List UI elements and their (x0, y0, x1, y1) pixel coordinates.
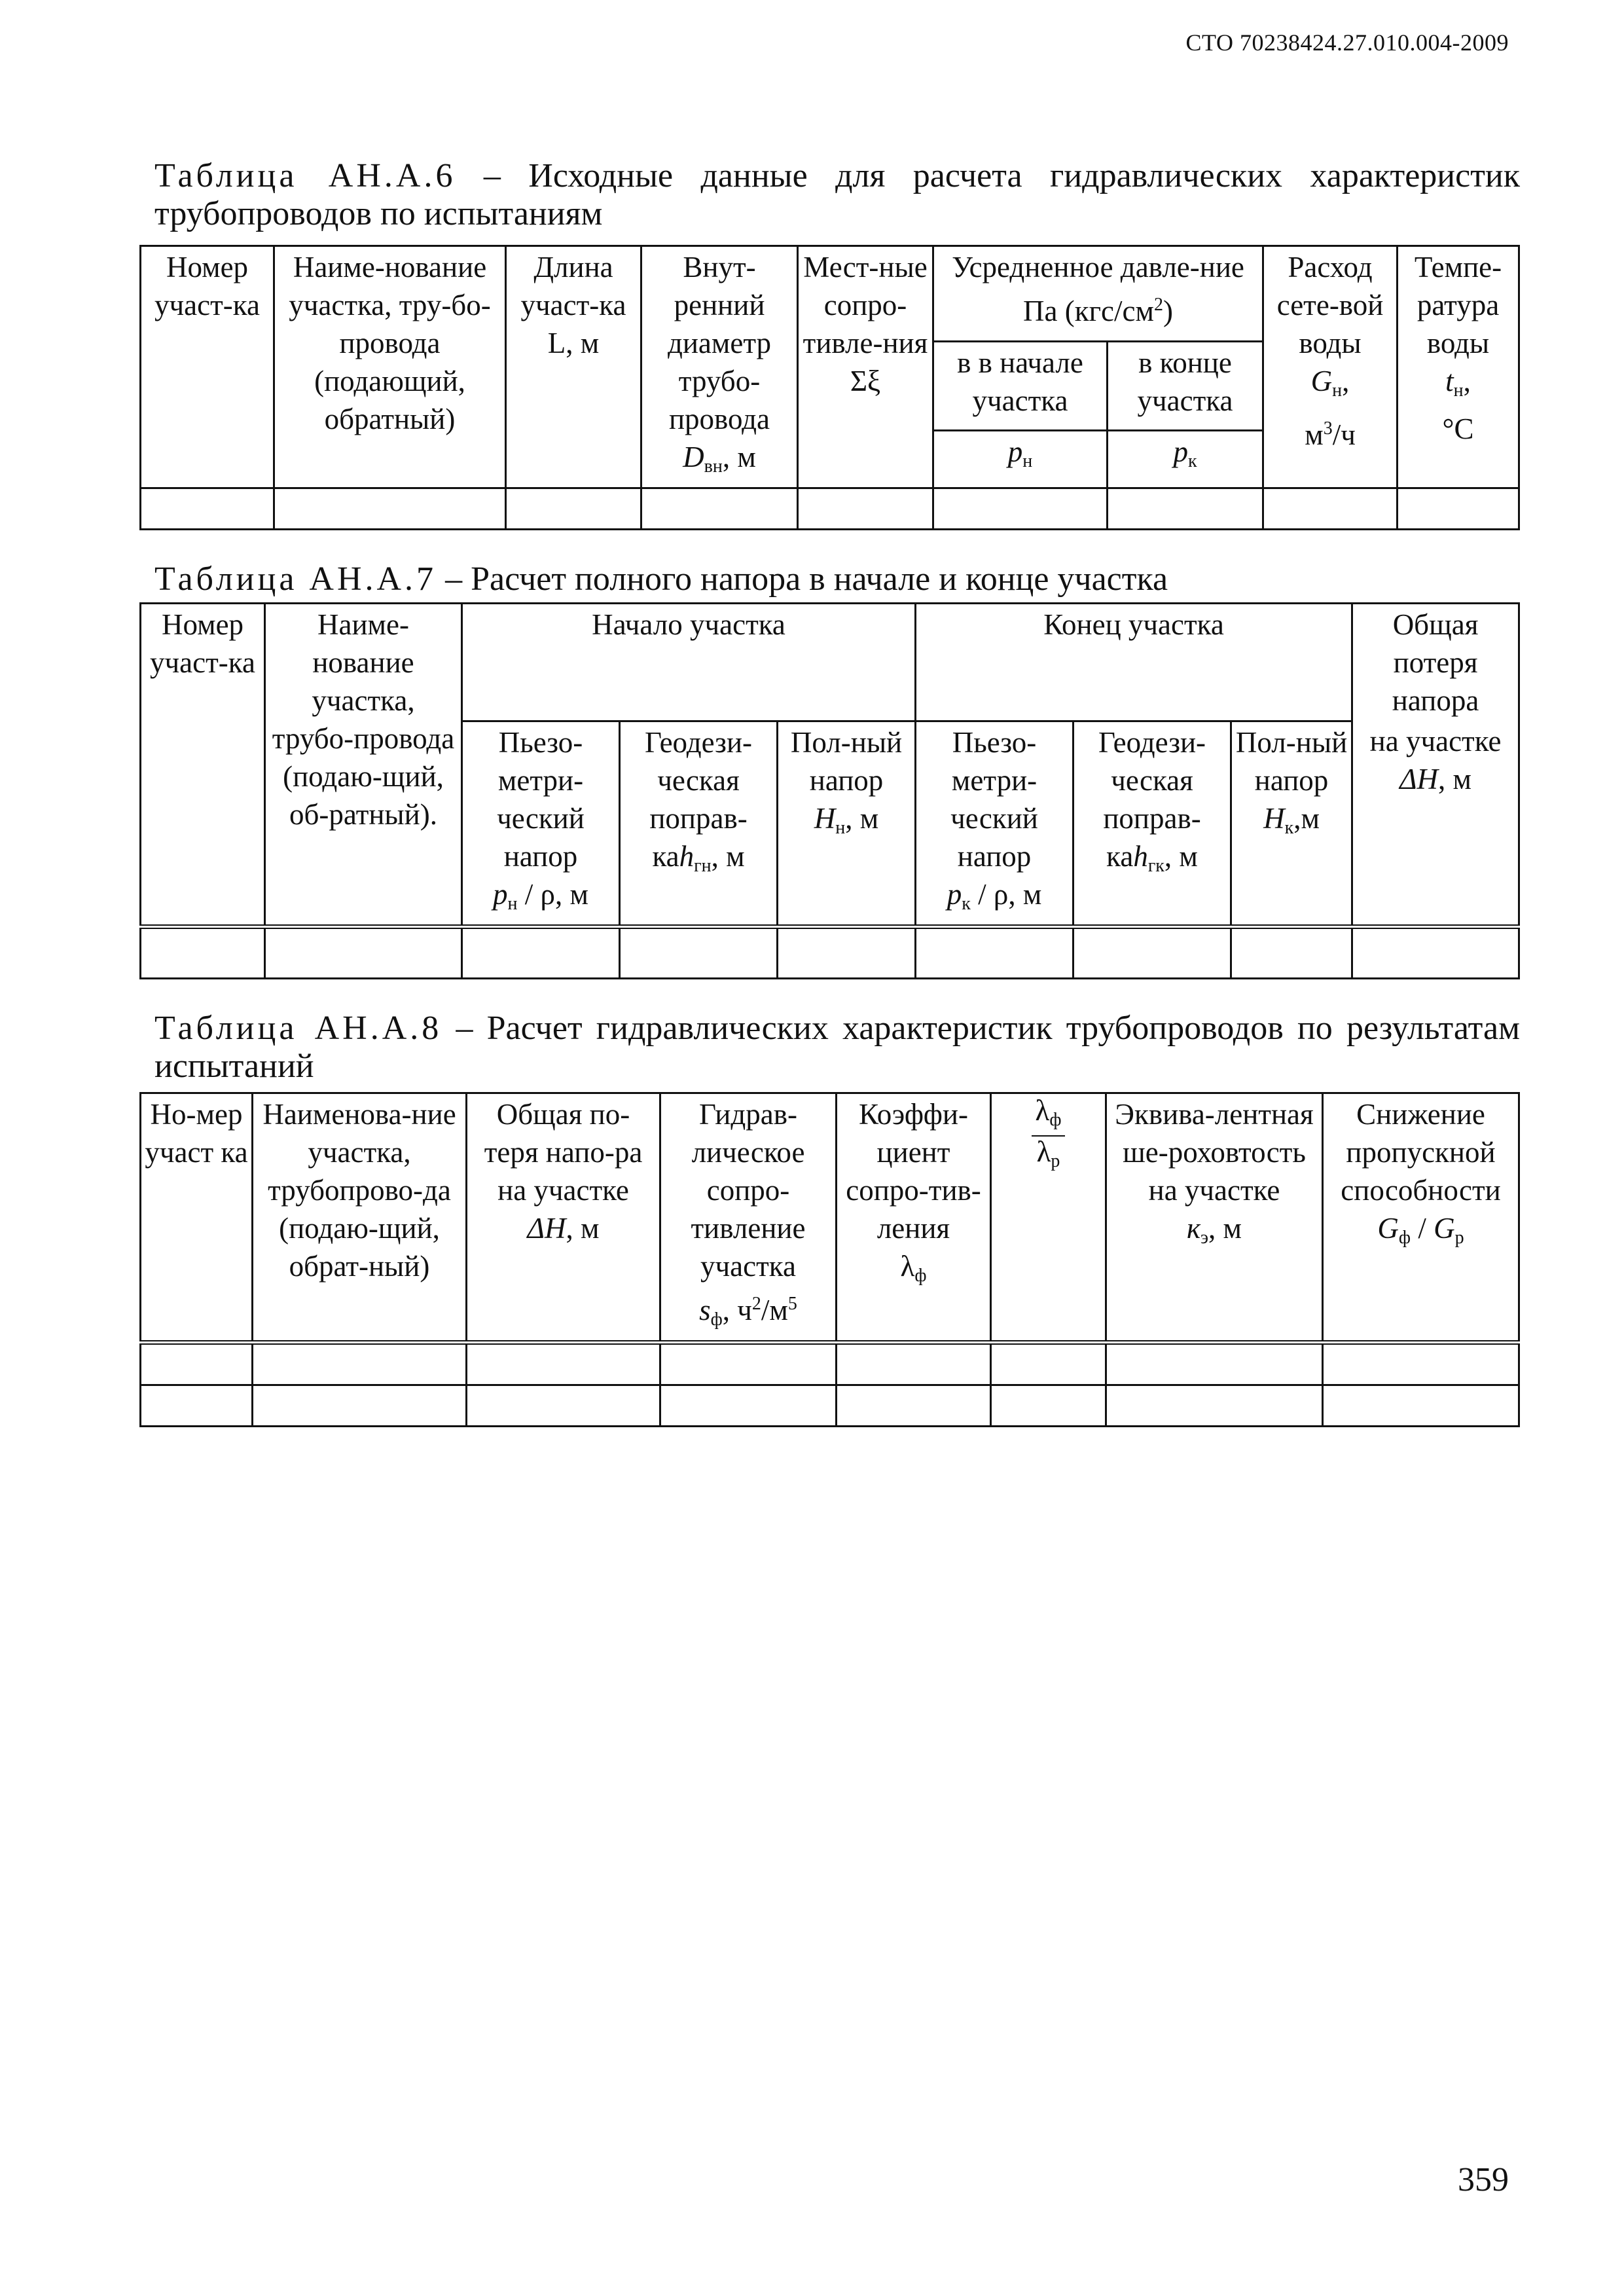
t8-resist-unit2: /м (761, 1294, 788, 1326)
t8-header-roughness (1106, 1093, 1323, 1343)
t8-ratio-numerator (1032, 1095, 1066, 1137)
t6-header-name: Наиме-нование участка, тру-бо-провода (подающий, обратный) (274, 246, 506, 488)
t7-cell (620, 926, 778, 978)
t6-cell (933, 488, 1108, 530)
t8-resist-sup2: 5 (787, 1294, 797, 1314)
t6-cell (641, 488, 798, 530)
t7-piezo-start-sub: н (507, 893, 518, 914)
t8-cap-sub1: ф (1398, 1228, 1411, 1248)
t6-flow-unit-end: /ч (1332, 418, 1356, 451)
t6-cell (274, 488, 506, 530)
t7-piezo-start-div: / ρ, м (524, 877, 588, 911)
t6-flow-unit-sup: 3 (1323, 418, 1333, 439)
t8-cell (837, 1343, 991, 1385)
t8-cap-sub2: р (1454, 1228, 1464, 1248)
t7-full-end-unit: ,м (1293, 801, 1320, 835)
t8-ratio-fraction (1032, 1095, 1066, 1176)
t7-geo-end-unit: , м (1164, 839, 1198, 873)
t6-cell (506, 488, 641, 530)
t7-full-end-text: Пол-ный напор (1235, 725, 1348, 797)
table6-caption (154, 157, 1520, 233)
t6-temp-sub: н (1453, 380, 1464, 401)
t7-cell (916, 926, 1074, 978)
t7-header-num: Номер участ-ка (141, 604, 265, 927)
table7-title: – Расчет полного напора в начале и конце участка (445, 560, 1168, 598)
table8-label: Таблица АН.А.8 (154, 1010, 442, 1047)
t6-cell (141, 488, 274, 530)
t7-loss-symbol: ΔH (1399, 763, 1439, 795)
t7-geo-end-sub: гк (1147, 855, 1164, 876)
t8-header-coefficient (837, 1093, 991, 1343)
t6-header-local-resist (798, 246, 933, 488)
t6-pn-sub: н (1022, 450, 1033, 471)
t8-ratio-num-symbol: λ (1035, 1094, 1050, 1127)
table7 (139, 602, 1520, 979)
t8-resist-text: Гидрав-лическое сопро-тивление участка (691, 1098, 806, 1283)
t7-piezo-start-symbol: p (493, 877, 508, 911)
t6-length-text: Длина участ-ка L, м (520, 251, 626, 359)
t8-loss-symbol: ΔH (527, 1212, 566, 1245)
t8-cell (467, 1385, 660, 1427)
t7-geo-start-symbol: h (679, 839, 695, 873)
table8-title: – Расчет гидравлических характеристик трубопроводов по результатам испытаний (154, 1010, 1520, 1085)
t7-piezo-end-text: Пьезо-метри-ческий напор (950, 725, 1038, 873)
t7-header-piezo-end (916, 721, 1074, 926)
t8-cap-symbol1: G (1377, 1212, 1399, 1245)
t8-rough-unit: , м (1208, 1212, 1242, 1245)
t7-geo-start-sub: гн (694, 855, 712, 876)
t8-header-capacity (1323, 1093, 1519, 1343)
t7-cell (141, 926, 265, 978)
t7-header-loss-sub (1352, 721, 1519, 926)
t6-flow-unit: м (1305, 418, 1324, 451)
t8-cell (991, 1385, 1106, 1427)
t7-piezo-end-symbol: p (947, 877, 962, 911)
t6-symbol-pn (933, 430, 1108, 488)
t8-cell (1106, 1343, 1323, 1385)
t6-temp-text: Темпе-ратура воды (1414, 251, 1502, 359)
t6-header-end: в конце участка (1108, 341, 1263, 430)
t6-pn-symbol: p (1007, 435, 1023, 468)
t6-flow-symbol: G (1310, 365, 1333, 397)
t7-geo-end-symbol: h (1133, 839, 1148, 873)
t8-cell (141, 1385, 253, 1427)
t6-pressure-text: Усредненное давле-ние Па (кгс/см (952, 251, 1244, 327)
t6-header-flow (1263, 246, 1398, 488)
t8-cap-div: / (1411, 1212, 1434, 1245)
t6-local-symbol: Σξ (850, 365, 881, 397)
t6-pk-sub: к (1187, 450, 1197, 471)
t7-header-end: Конец участка (916, 604, 1352, 721)
t6-diameter-text: Внут-ренний диаметр трубо-провода (667, 251, 772, 435)
t7-geo-end-text: Геодези-ческая поправ-ка (1098, 725, 1206, 873)
t8-ratio-num-sub: ф (1049, 1110, 1062, 1130)
t7-cell (1352, 926, 1519, 978)
table6-title: – Исходные данные для расчета гидравлических характеристик трубопроводов по испытаниям (154, 157, 1521, 232)
t6-header-pressure (933, 246, 1263, 342)
t6-cell (1108, 488, 1263, 530)
page-number: 359 (1458, 2161, 1509, 2198)
t7-full-text: Пол-ный напор (790, 725, 903, 797)
t7-full-start-sub: н (835, 817, 846, 838)
t6-pressure-close: ) (1163, 295, 1173, 327)
t8-cell (660, 1343, 837, 1385)
table8-caption (154, 1010, 1520, 1085)
t8-resist-symbol: s (699, 1294, 711, 1326)
t6-temp-symbol: t (1445, 365, 1454, 397)
t8-header-loss (467, 1093, 660, 1343)
t7-cell (265, 926, 462, 978)
t8-cell (660, 1385, 837, 1427)
t8-cell (253, 1385, 467, 1427)
t8-cell (1106, 1385, 1323, 1427)
t6-cell (1398, 488, 1519, 530)
table7-label: Таблица АН.А.7 (154, 560, 437, 598)
table6 (139, 245, 1520, 530)
t8-loss-text: Общая по-теря напо-ра на участке (484, 1098, 643, 1207)
t6-diameter-sub: вн (704, 456, 723, 477)
t6-diameter-unit: , м (722, 441, 756, 473)
t7-loss-unit: , м (1438, 763, 1471, 795)
t8-cap-symbol2: G (1434, 1212, 1455, 1245)
t6-cell (798, 488, 933, 530)
t7-header-piezo-start (462, 721, 620, 926)
t7-cell (1231, 926, 1352, 978)
t8-cell (1323, 1385, 1519, 1427)
t8-ratio-denominator (1032, 1137, 1066, 1176)
t6-diameter-symbol: D (683, 441, 704, 473)
t8-cell (1323, 1343, 1519, 1385)
t7-header-full-start (778, 721, 916, 926)
t7-full-end-sub: к (1284, 817, 1294, 838)
t8-cell (837, 1385, 991, 1427)
t7-cell (1074, 926, 1231, 978)
t6-header-diameter (641, 246, 798, 488)
t6-header-num: Номер участ-ка (141, 246, 274, 488)
t8-rough-sub: э (1200, 1228, 1209, 1248)
t6-data-row (141, 488, 1519, 530)
t7-full-start-unit: , м (845, 801, 879, 835)
t8-capacity-text: Снижение пропускной способности (1341, 1098, 1501, 1207)
t8-cell (991, 1343, 1106, 1385)
t7-geo-start-unit: , м (711, 839, 745, 873)
t8-coef-symbol: λ (900, 1250, 915, 1283)
t8-ratio-den-sub: р (1051, 1151, 1060, 1171)
t8-loss-unit: , м (566, 1212, 600, 1245)
t7-cell (462, 926, 620, 978)
t6-header-length (506, 246, 641, 488)
t8-cell (253, 1343, 467, 1385)
t6-cell (1263, 488, 1398, 530)
t6-pressure-sup: 2 (1153, 295, 1163, 315)
t7-piezo-end-div: / ρ, м (978, 877, 1042, 911)
t8-data-row (141, 1343, 1519, 1385)
t6-header-start: в в начале участка (933, 341, 1108, 430)
t8-coef-sub: ф (914, 1266, 927, 1286)
t7-piezo-end-sub: к (962, 893, 971, 914)
t6-symbol-pk (1108, 430, 1263, 488)
t7-header-name: Наиме-нование участка, трубо-провода (подаю-щий, об-ратный). (265, 604, 462, 927)
t6-flow-sub: н (1332, 380, 1343, 401)
t6-header-temp (1398, 246, 1519, 488)
t7-header-geo-start (620, 721, 778, 926)
t8-header-ratio (991, 1093, 1106, 1343)
t6-pk-symbol: p (1173, 435, 1188, 468)
t8-resist-sup1: 2 (751, 1294, 761, 1314)
t7-data-row (141, 926, 1519, 978)
t7-full-end-symbol: H (1263, 801, 1285, 835)
t8-data-row (141, 1385, 1519, 1427)
t7-loss-sub-text: на участке (1369, 725, 1502, 757)
t8-resist-sub: ф (710, 1309, 723, 1330)
t7-cell (778, 926, 916, 978)
t6-flow-text: Расход сете-вой воды (1276, 251, 1384, 359)
t7-full-start-symbol: H (814, 801, 836, 835)
t8-rough-text: Эквива-лентная ше-роховтость на участке (1115, 1098, 1314, 1207)
t7-geo-text: Геодези-ческая поправ-ка (644, 725, 753, 873)
t6-temp-unit: °C (1442, 412, 1474, 445)
t6-temp-comma: , (1463, 365, 1471, 397)
t8-ratio-den-symbol: λ (1036, 1135, 1051, 1168)
t7-piezo-text: Пьезо-метри-ческий напор (497, 725, 585, 873)
document-code: СТО 70238424.27.010.004-2009 (1185, 29, 1509, 56)
t7-header-geo-end (1074, 721, 1231, 926)
t7-header-full-end (1231, 721, 1352, 926)
t6-local-text: Мест-ные сопро-тивле-ния (803, 251, 928, 359)
t7-header-loss: Общая потеря напора (1352, 604, 1519, 721)
t8-header-resistance (660, 1093, 837, 1343)
t8-cell (141, 1343, 253, 1385)
t7-header-start: Начало участка (462, 604, 916, 721)
t8-coef-text: Коэффи-циент сопро-тив-ления (846, 1098, 981, 1245)
table6-label: Таблица АН.А.6 (154, 157, 456, 194)
t8-header-name: Наименова-ние участка, трубопрово-да (подаю-щий, обрат-ный) (253, 1093, 467, 1343)
t8-cell (467, 1343, 660, 1385)
t8-header-num: Но-мер участ ка (141, 1093, 253, 1343)
t6-flow-comma: , (1342, 365, 1350, 397)
table7-caption (154, 560, 1520, 598)
table8 (139, 1092, 1520, 1427)
t8-resist-unit: , ч (722, 1294, 752, 1326)
t8-rough-symbol: к (1186, 1212, 1201, 1245)
